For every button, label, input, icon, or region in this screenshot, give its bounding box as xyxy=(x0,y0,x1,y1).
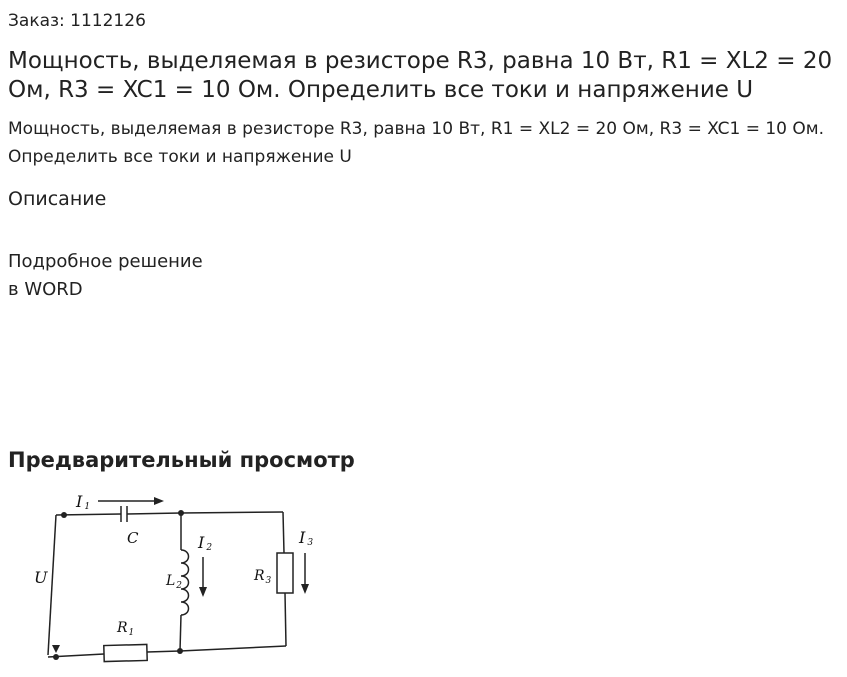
label-r1: $R_1$ xyxy=(117,620,135,638)
arrowhead xyxy=(301,584,309,594)
description-line: Подробное решение xyxy=(8,251,203,272)
description-line: в WORD xyxy=(8,279,83,300)
node-dot xyxy=(177,648,183,654)
wire xyxy=(147,651,180,652)
wire xyxy=(127,513,181,514)
wire xyxy=(285,593,286,646)
wire xyxy=(180,646,286,651)
resistor-r1 xyxy=(104,644,147,661)
label-i1: I 1 xyxy=(76,492,91,512)
wire xyxy=(48,515,56,655)
label-u: U xyxy=(34,568,48,587)
page-title: Мощность, выделяемая в резисторе R3, равна 10 Вт, R1 = XL2 = 20 Ом, R3 = XC1 = 10 Ом. Определить все токи и напряжение U xyxy=(8,48,833,103)
label-r3: $R_3$ xyxy=(254,568,272,586)
arrowhead xyxy=(52,645,60,653)
arrowhead xyxy=(199,587,207,597)
label-i3: I 3 xyxy=(299,528,314,548)
label-i2: I 2 xyxy=(198,533,213,553)
node-dot xyxy=(53,654,59,660)
node-dot xyxy=(61,512,67,518)
order-number: Заказ: 1112126 xyxy=(8,11,146,31)
wire xyxy=(180,615,181,651)
inductor xyxy=(181,550,189,615)
description-heading: Описание xyxy=(8,188,107,210)
resistor-r3 xyxy=(277,553,293,593)
node-dot xyxy=(178,510,184,516)
circuit-diagram-image xyxy=(18,485,328,670)
task-statement: Мощность, выделяемая в резисторе R3, равна 10 Вт, R1 = XL2 = 20 Ом, R3 = XC1 = 10 Ом. Определить все токи и напряжение U xyxy=(8,119,825,167)
arrowhead xyxy=(154,497,164,505)
label-c: C xyxy=(127,529,139,547)
wire xyxy=(283,512,284,553)
label-l2: $L_2$ xyxy=(166,573,183,591)
preview-heading: Предварительный просмотр xyxy=(8,448,355,472)
wire xyxy=(181,512,283,513)
